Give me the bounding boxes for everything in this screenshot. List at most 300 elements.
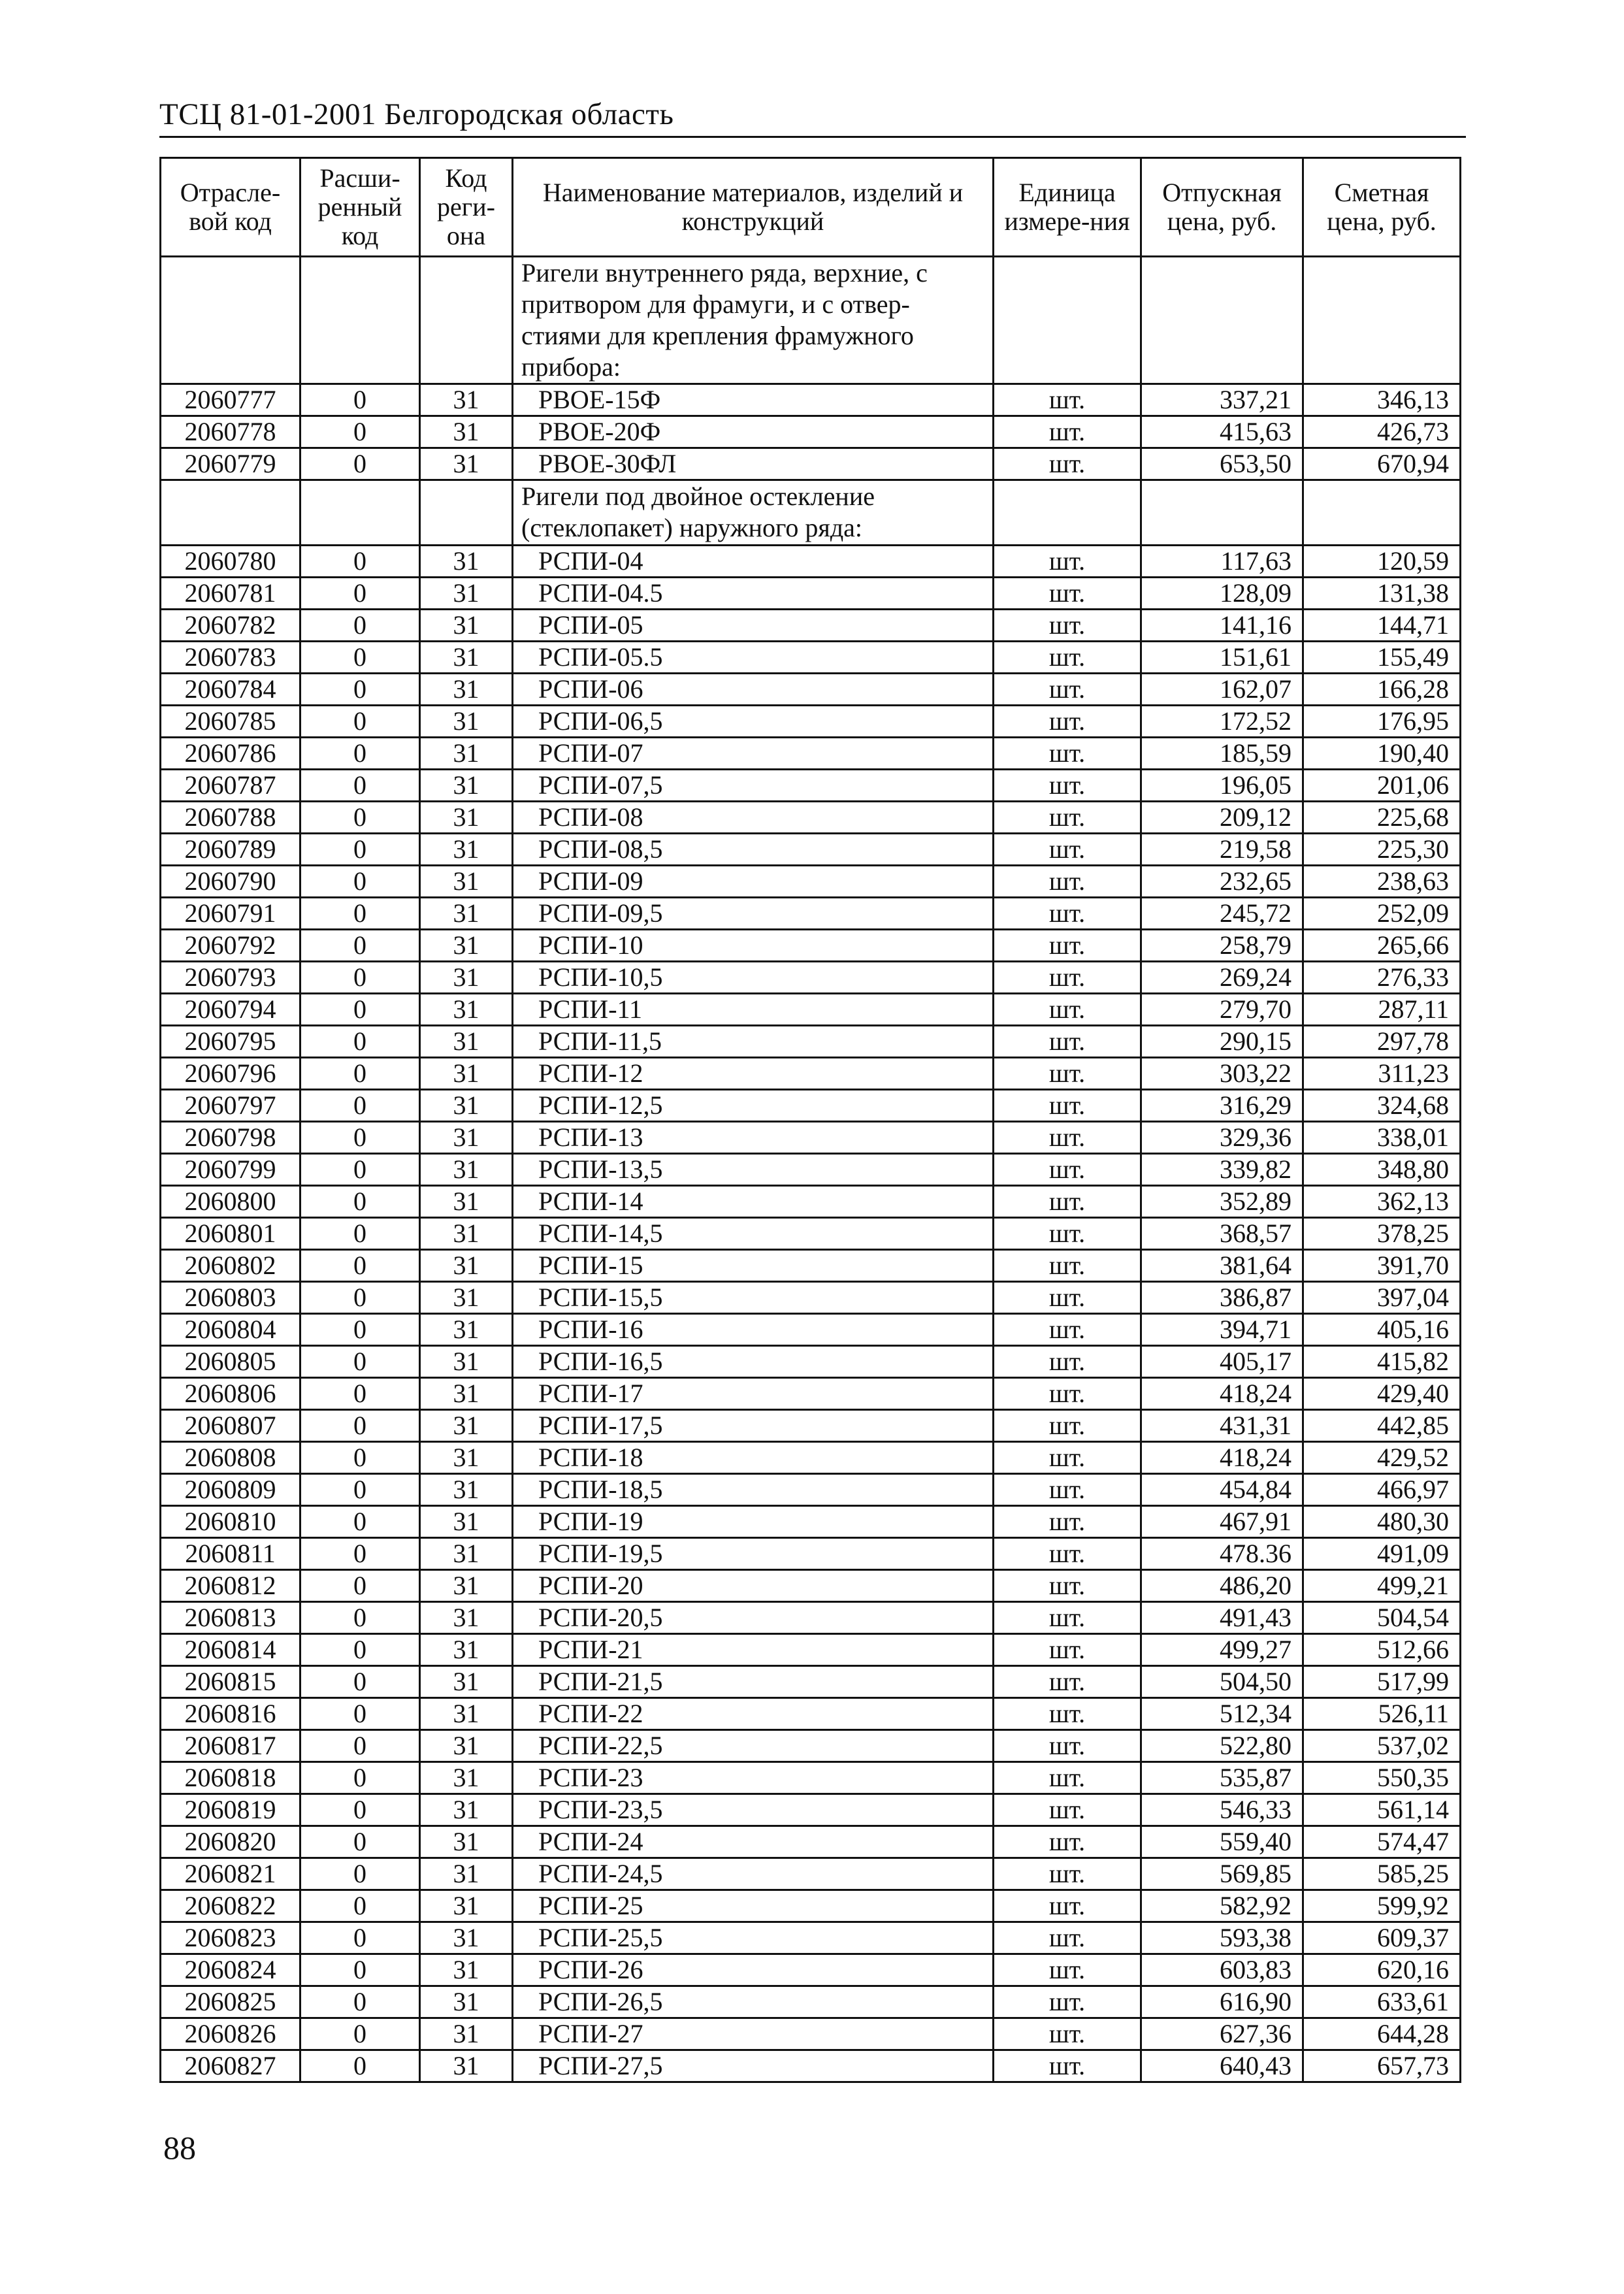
table-row: [161, 1762, 1461, 1794]
cell-estimate-price: 504,54: [1303, 1602, 1461, 1634]
cell-release-price: 196,05: [1141, 770, 1303, 802]
cell-name: РСПИ-18: [513, 1442, 994, 1474]
empty-cell: [420, 257, 513, 384]
cell-estimate-price: 491,09: [1303, 1538, 1461, 1570]
cell-industry-code: 2060814: [161, 1634, 300, 1666]
cell-name: РСПИ-09,5: [513, 898, 994, 930]
cell-release-price: 290,15: [1141, 1026, 1303, 1058]
table-row: [161, 1250, 1461, 1282]
table-row: [161, 1730, 1461, 1762]
table-row: [161, 448, 1461, 480]
cell-release-price: 405,17: [1141, 1346, 1303, 1378]
cell-region-code: 31: [420, 448, 513, 480]
cell-extended-code: 0: [300, 930, 420, 962]
cell-unit: шт.: [994, 1442, 1141, 1474]
cell-release-price: 269,24: [1141, 962, 1303, 994]
cell-unit: шт.: [994, 738, 1141, 770]
cell-industry-code: 2060804: [161, 1314, 300, 1346]
cell-estimate-price: 238,63: [1303, 866, 1461, 898]
cell-region-code: 31: [420, 1346, 513, 1378]
cell-estimate-price: 324,68: [1303, 1090, 1461, 1122]
cell-release-price: 117,63: [1141, 546, 1303, 578]
cell-extended-code: 0: [300, 448, 420, 480]
cell-estimate-price: 429,40: [1303, 1378, 1461, 1410]
cell-release-price: 627,36: [1141, 2018, 1303, 2050]
cell-release-price: 491,43: [1141, 1602, 1303, 1634]
cell-extended-code: 0: [300, 1858, 420, 1890]
cell-unit: шт.: [994, 834, 1141, 866]
table-row: [161, 706, 1461, 738]
cell-region-code: 31: [420, 642, 513, 674]
cell-region-code: 31: [420, 1986, 513, 2018]
cell-extended-code: 0: [300, 834, 420, 866]
cell-extended-code: 0: [300, 610, 420, 642]
cell-name: РСПИ-08,5: [513, 834, 994, 866]
cell-release-price: 569,85: [1141, 1858, 1303, 1890]
cell-unit: шт.: [994, 1570, 1141, 1602]
cell-release-price: 245,72: [1141, 898, 1303, 930]
cell-release-price: 386,87: [1141, 1282, 1303, 1314]
table-row: [161, 1410, 1461, 1442]
group-heading-row: [161, 257, 1461, 384]
cell-industry-code: 2060795: [161, 1026, 300, 1058]
cell-release-price: 486,20: [1141, 1570, 1303, 1602]
table-row: [161, 738, 1461, 770]
table-row: [161, 578, 1461, 610]
cell-region-code: 31: [420, 2018, 513, 2050]
cell-name: РСПИ-24: [513, 1826, 994, 1858]
page-header-title: ТСЦ 81-01-2001 Белгородская область: [159, 97, 674, 131]
cell-unit: шт.: [994, 994, 1141, 1026]
cell-name: РСПИ-27: [513, 2018, 994, 2050]
cell-release-price: 478.36: [1141, 1538, 1303, 1570]
cell-industry-code: 2060808: [161, 1442, 300, 1474]
cell-release-price: 415,63: [1141, 416, 1303, 448]
cell-region-code: 31: [420, 962, 513, 994]
cell-name: РСПИ-15,5: [513, 1282, 994, 1314]
cell-region-code: 31: [420, 1698, 513, 1730]
column-header-industry-code: Отрасле-вой код: [161, 158, 300, 257]
cell-name: РВОЕ-30ФЛ: [513, 448, 994, 480]
cell-name: РСПИ-04: [513, 546, 994, 578]
table-row: [161, 1090, 1461, 1122]
empty-cell: [1141, 480, 1303, 546]
cell-unit: шт.: [994, 1026, 1141, 1058]
table-row: [161, 416, 1461, 448]
empty-cell: [1303, 257, 1461, 384]
price-table: [159, 157, 1461, 2083]
cell-industry-code: 2060810: [161, 1506, 300, 1538]
cell-industry-code: 2060780: [161, 546, 300, 578]
cell-release-price: 279,70: [1141, 994, 1303, 1026]
cell-estimate-price: 201,06: [1303, 770, 1461, 802]
cell-name: РСПИ-14: [513, 1186, 994, 1218]
cell-release-price: 535,87: [1141, 1762, 1303, 1794]
empty-cell: [300, 257, 420, 384]
cell-region-code: 31: [420, 1282, 513, 1314]
cell-unit: шт.: [994, 1634, 1141, 1666]
cell-release-price: 653,50: [1141, 448, 1303, 480]
table-row: [161, 1954, 1461, 1986]
table-row: [161, 1506, 1461, 1538]
cell-name: РСПИ-18,5: [513, 1474, 994, 1506]
cell-extended-code: 0: [300, 1602, 420, 1634]
cell-estimate-price: 311,23: [1303, 1058, 1461, 1090]
cell-region-code: 31: [420, 1090, 513, 1122]
cell-name: РСПИ-21,5: [513, 1666, 994, 1698]
cell-region-code: 31: [420, 1922, 513, 1954]
cell-release-price: 316,29: [1141, 1090, 1303, 1122]
cell-estimate-price: 276,33: [1303, 962, 1461, 994]
page-number: 88: [163, 2129, 196, 2166]
cell-name: РСПИ-27,5: [513, 2050, 994, 2082]
cell-release-price: 232,65: [1141, 866, 1303, 898]
cell-name: РСПИ-19,5: [513, 1538, 994, 1570]
cell-region-code: 31: [420, 384, 513, 416]
cell-release-price: 141,16: [1141, 610, 1303, 642]
cell-region-code: 31: [420, 1026, 513, 1058]
cell-release-price: 258,79: [1141, 930, 1303, 962]
cell-release-price: 303,22: [1141, 1058, 1303, 1090]
group-heading: Ригели под двойное остекление (стеклопакет) наружного ряда:: [513, 480, 994, 546]
table-row: [161, 1602, 1461, 1634]
cell-industry-code: 2060819: [161, 1794, 300, 1826]
cell-release-price: 381,64: [1141, 1250, 1303, 1282]
cell-region-code: 31: [420, 1730, 513, 1762]
cell-region-code: 31: [420, 1538, 513, 1570]
table-row: [161, 1186, 1461, 1218]
cell-release-price: 418,24: [1141, 1378, 1303, 1410]
cell-region-code: 31: [420, 930, 513, 962]
cell-release-price: 394,71: [1141, 1314, 1303, 1346]
empty-cell: [161, 257, 300, 384]
cell-unit: шт.: [994, 1250, 1141, 1282]
cell-estimate-price: 442,85: [1303, 1410, 1461, 1442]
cell-estimate-price: 176,95: [1303, 706, 1461, 738]
cell-estimate-price: 517,99: [1303, 1666, 1461, 1698]
cell-estimate-price: 620,16: [1303, 1954, 1461, 1986]
cell-name: РСПИ-09: [513, 866, 994, 898]
cell-industry-code: 2060799: [161, 1154, 300, 1186]
table-row: [161, 1666, 1461, 1698]
cell-unit: шт.: [994, 1730, 1141, 1762]
column-header-extended-code: Расши-ренный код: [300, 158, 420, 257]
table-row: [161, 674, 1461, 706]
empty-cell: [1303, 480, 1461, 546]
cell-release-price: 339,82: [1141, 1154, 1303, 1186]
cell-extended-code: 0: [300, 1794, 420, 1826]
cell-unit: шт.: [994, 1986, 1141, 2018]
cell-extended-code: 0: [300, 1122, 420, 1154]
cell-name: РСПИ-08: [513, 802, 994, 834]
cell-name: РВОЕ-20Ф: [513, 416, 994, 448]
cell-industry-code: 2060813: [161, 1602, 300, 1634]
table-row: [161, 898, 1461, 930]
cell-industry-code: 2060782: [161, 610, 300, 642]
cell-industry-code: 2060788: [161, 802, 300, 834]
cell-estimate-price: 265,66: [1303, 930, 1461, 962]
cell-region-code: 31: [420, 1602, 513, 1634]
table-row: [161, 2050, 1461, 2082]
cell-estimate-price: 644,28: [1303, 2018, 1461, 2050]
cell-estimate-price: 480,30: [1303, 1506, 1461, 1538]
cell-estimate-price: 657,73: [1303, 2050, 1461, 2082]
cell-unit: шт.: [994, 962, 1141, 994]
column-header-region-code: Код реги-она: [420, 158, 513, 257]
cell-extended-code: 0: [300, 802, 420, 834]
cell-region-code: 31: [420, 834, 513, 866]
cell-release-price: 219,58: [1141, 834, 1303, 866]
cell-name: РСПИ-17,5: [513, 1410, 994, 1442]
cell-industry-code: 2060811: [161, 1538, 300, 1570]
cell-name: РСПИ-26: [513, 1954, 994, 1986]
cell-unit: шт.: [994, 866, 1141, 898]
table-row: [161, 1826, 1461, 1858]
cell-unit: шт.: [994, 770, 1141, 802]
cell-region-code: 31: [420, 1762, 513, 1794]
table-row: [161, 1282, 1461, 1314]
cell-region-code: 31: [420, 1122, 513, 1154]
cell-estimate-price: 120,59: [1303, 546, 1461, 578]
cell-industry-code: 2060807: [161, 1410, 300, 1442]
cell-region-code: 31: [420, 770, 513, 802]
table-row: [161, 1378, 1461, 1410]
cell-unit: шт.: [994, 1218, 1141, 1250]
cell-name: РСПИ-25: [513, 1890, 994, 1922]
cell-extended-code: 0: [300, 674, 420, 706]
cell-release-price: 499,27: [1141, 1634, 1303, 1666]
table-row: [161, 1474, 1461, 1506]
cell-region-code: 31: [420, 1410, 513, 1442]
cell-unit: шт.: [994, 1922, 1141, 1954]
cell-unit: шт.: [994, 1954, 1141, 1986]
cell-release-price: 603,83: [1141, 1954, 1303, 1986]
cell-region-code: 31: [420, 1314, 513, 1346]
cell-region-code: 31: [420, 1218, 513, 1250]
table-row: [161, 1922, 1461, 1954]
table-row: [161, 1122, 1461, 1154]
cell-industry-code: 2060802: [161, 1250, 300, 1282]
cell-extended-code: 0: [300, 866, 420, 898]
cell-estimate-price: 585,25: [1303, 1858, 1461, 1890]
cell-unit: шт.: [994, 1474, 1141, 1506]
cell-name: РСПИ-22,5: [513, 1730, 994, 1762]
cell-name: РСПИ-25,5: [513, 1922, 994, 1954]
cell-region-code: 31: [420, 1186, 513, 1218]
empty-cell: [420, 480, 513, 546]
cell-industry-code: 2060805: [161, 1346, 300, 1378]
cell-release-price: 593,38: [1141, 1922, 1303, 1954]
column-header-release-price: Отпускная цена, руб.: [1141, 158, 1303, 257]
cell-name: РСПИ-22: [513, 1698, 994, 1730]
cell-release-price: 582,92: [1141, 1890, 1303, 1922]
cell-name: РСПИ-11: [513, 994, 994, 1026]
cell-region-code: 31: [420, 546, 513, 578]
cell-region-code: 31: [420, 1442, 513, 1474]
cell-region-code: 31: [420, 416, 513, 448]
cell-estimate-price: 190,40: [1303, 738, 1461, 770]
cell-region-code: 31: [420, 706, 513, 738]
cell-extended-code: 0: [300, 546, 420, 578]
column-header-name: Наименование материалов, изделий и конструкций: [513, 158, 994, 257]
cell-extended-code: 0: [300, 706, 420, 738]
cell-name: РСПИ-16,5: [513, 1346, 994, 1378]
cell-region-code: 31: [420, 1506, 513, 1538]
cell-unit: шт.: [994, 448, 1141, 480]
cell-estimate-price: 550,35: [1303, 1762, 1461, 1794]
cell-extended-code: 0: [300, 578, 420, 610]
cell-industry-code: 2060796: [161, 1058, 300, 1090]
cell-extended-code: 0: [300, 1474, 420, 1506]
empty-cell: [1141, 257, 1303, 384]
cell-region-code: 31: [420, 994, 513, 1026]
cell-extended-code: 0: [300, 1314, 420, 1346]
cell-release-price: 512,34: [1141, 1698, 1303, 1730]
cell-unit: шт.: [994, 802, 1141, 834]
cell-name: РСПИ-26,5: [513, 1986, 994, 2018]
cell-estimate-price: 415,82: [1303, 1346, 1461, 1378]
cell-extended-code: 0: [300, 770, 420, 802]
empty-cell: [994, 257, 1141, 384]
cell-unit: шт.: [994, 898, 1141, 930]
cell-estimate-price: 499,21: [1303, 1570, 1461, 1602]
cell-release-price: 418,24: [1141, 1442, 1303, 1474]
cell-industry-code: 2060824: [161, 1954, 300, 1986]
cell-release-price: 128,09: [1141, 578, 1303, 610]
cell-industry-code: 2060777: [161, 384, 300, 416]
cell-estimate-price: 670,94: [1303, 448, 1461, 480]
cell-extended-code: 0: [300, 962, 420, 994]
cell-unit: шт.: [994, 1602, 1141, 1634]
cell-unit: шт.: [994, 1122, 1141, 1154]
cell-unit: шт.: [994, 1538, 1141, 1570]
table-row: [161, 802, 1461, 834]
cell-unit: шт.: [994, 1282, 1141, 1314]
cell-region-code: 31: [420, 1954, 513, 1986]
cell-release-price: 559,40: [1141, 1826, 1303, 1858]
cell-name: РСПИ-10,5: [513, 962, 994, 994]
cell-extended-code: 0: [300, 1442, 420, 1474]
cell-unit: шт.: [994, 546, 1141, 578]
cell-industry-code: 2060792: [161, 930, 300, 962]
cell-release-price: 368,57: [1141, 1218, 1303, 1250]
cell-extended-code: 0: [300, 738, 420, 770]
cell-estimate-price: 362,13: [1303, 1186, 1461, 1218]
cell-extended-code: 0: [300, 1986, 420, 2018]
cell-extended-code: 0: [300, 384, 420, 416]
cell-region-code: 31: [420, 802, 513, 834]
cell-unit: шт.: [994, 1154, 1141, 1186]
cell-name: РСПИ-24,5: [513, 1858, 994, 1890]
cell-industry-code: 2060816: [161, 1698, 300, 1730]
cell-release-price: 546,33: [1141, 1794, 1303, 1826]
cell-unit: шт.: [994, 384, 1141, 416]
cell-region-code: 31: [420, 578, 513, 610]
cell-estimate-price: 155,49: [1303, 642, 1461, 674]
table-row: [161, 610, 1461, 642]
cell-extended-code: 0: [300, 1218, 420, 1250]
table-row: [161, 994, 1461, 1026]
cell-industry-code: 2060826: [161, 2018, 300, 2050]
cell-estimate-price: 252,09: [1303, 898, 1461, 930]
cell-unit: шт.: [994, 416, 1141, 448]
cell-unit: шт.: [994, 2018, 1141, 2050]
cell-name: РСПИ-14,5: [513, 1218, 994, 1250]
cell-release-price: 467,91: [1141, 1506, 1303, 1538]
table-row: [161, 1858, 1461, 1890]
cell-region-code: 31: [420, 1474, 513, 1506]
cell-region-code: 31: [420, 1634, 513, 1666]
cell-industry-code: 2060823: [161, 1922, 300, 1954]
group-heading-row: [161, 480, 1461, 546]
cell-extended-code: 0: [300, 1570, 420, 1602]
cell-industry-code: 2060794: [161, 994, 300, 1026]
cell-region-code: 31: [420, 1826, 513, 1858]
cell-extended-code: 0: [300, 1058, 420, 1090]
cell-industry-code: 2060818: [161, 1762, 300, 1794]
cell-estimate-price: 348,80: [1303, 1154, 1461, 1186]
cell-unit: шт.: [994, 642, 1141, 674]
cell-unit: шт.: [994, 1762, 1141, 1794]
column-header-estimate-price: Сметная цена, руб.: [1303, 158, 1461, 257]
cell-estimate-price: 512,66: [1303, 1634, 1461, 1666]
cell-name: РСПИ-17: [513, 1378, 994, 1410]
cell-name: РСПИ-05.5: [513, 642, 994, 674]
cell-extended-code: 0: [300, 1346, 420, 1378]
cell-name: РСПИ-11,5: [513, 1026, 994, 1058]
cell-estimate-price: 391,70: [1303, 1250, 1461, 1282]
cell-name: РСПИ-04.5: [513, 578, 994, 610]
cell-name: РСПИ-23,5: [513, 1794, 994, 1826]
cell-industry-code: 2060783: [161, 642, 300, 674]
table-row: [161, 1538, 1461, 1570]
cell-estimate-price: 609,37: [1303, 1922, 1461, 1954]
cell-industry-code: 2060825: [161, 1986, 300, 2018]
cell-industry-code: 2060821: [161, 1858, 300, 1890]
cell-unit: шт.: [994, 578, 1141, 610]
table-row: [161, 546, 1461, 578]
table-row: [161, 834, 1461, 866]
cell-unit: шт.: [994, 1346, 1141, 1378]
cell-estimate-price: 338,01: [1303, 1122, 1461, 1154]
cell-extended-code: 0: [300, 1026, 420, 1058]
cell-region-code: 31: [420, 2050, 513, 2082]
cell-name: РСПИ-13,5: [513, 1154, 994, 1186]
cell-release-price: 640,43: [1141, 2050, 1303, 2082]
cell-name: РСПИ-15: [513, 1250, 994, 1282]
cell-estimate-price: 426,73: [1303, 416, 1461, 448]
table-row: [161, 1794, 1461, 1826]
table-row: [161, 1986, 1461, 2018]
cell-estimate-price: 561,14: [1303, 1794, 1461, 1826]
cell-unit: шт.: [994, 1506, 1141, 1538]
cell-unit: шт.: [994, 1314, 1141, 1346]
cell-release-price: 329,36: [1141, 1122, 1303, 1154]
cell-industry-code: 2060815: [161, 1666, 300, 1698]
cell-release-price: 209,12: [1141, 802, 1303, 834]
header-divider: [159, 136, 1466, 138]
cell-name: РСПИ-16: [513, 1314, 994, 1346]
cell-estimate-price: 526,11: [1303, 1698, 1461, 1730]
cell-region-code: 31: [420, 610, 513, 642]
group-heading: Ригели внутреннего ряда, верхние, с притвором для фрамуги, и с отвер-стиями для крепления фрамужного прибора:: [513, 257, 994, 384]
cell-name: РСПИ-19: [513, 1506, 994, 1538]
cell-release-price: 337,21: [1141, 384, 1303, 416]
cell-unit: шт.: [994, 1090, 1141, 1122]
cell-unit: шт.: [994, 930, 1141, 962]
cell-extended-code: 0: [300, 994, 420, 1026]
cell-extended-code: 0: [300, 1538, 420, 1570]
